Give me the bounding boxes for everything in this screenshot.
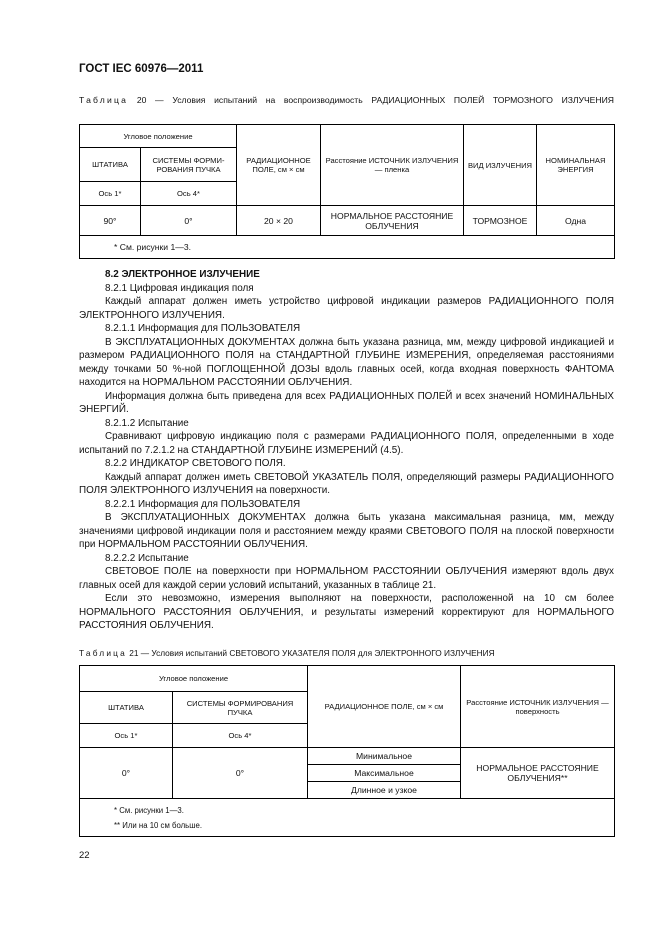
section-heading: 8.2 ЭЛЕКТРОННОЕ ИЗЛУЧЕНИЕ [105, 269, 260, 280]
table-20-col-stand: ШТАТИВА [80, 148, 141, 182]
paragraph: Сравнивают цифровую индикацию поля с размерами РАДИАЦИОННОГО ПОЛЯ, определенными в ходе испытаний по 7.2.1.2 на СТАНДАРТНОЙ ГЛУБИНЕ ИЗМЕРЕНИЙ (4.5). [79, 431, 614, 456]
subsection-heading: 8.2.2 ИНДИКАТОР СВЕТОВОГО ПОЛЯ. [105, 458, 286, 469]
table-21-note-2: ** Или на 10 см больше. [114, 820, 202, 830]
table-20-col-type: ВИД ИЗЛУЧЕНИЯ [464, 125, 537, 206]
table-21-cell-field-min: Минимальное [308, 748, 461, 765]
table-20-cell-type: ТОРМОЗНОЕ [464, 206, 537, 236]
paragraph: В ЭКСПЛУАТАЦИОННЫХ ДОКУМЕНТАХ должна быть указана максимальная разница, мм, между значениями цифровой индикации поля и расстоянием между краями СВЕТОВОГО ПОЛЯ на плоской поверхности при НОРМАЛЬНОМ РАССТОЯНИИ ОБЛУЧЕНИЯ. [79, 512, 614, 550]
table-20-col-energy: НОМИНАЛЬНАЯ ЭНЕРГИЯ [537, 125, 615, 206]
subsection-heading: 8.2.2.1 Информация для ПОЛЬЗОВАТЕЛЯ [105, 498, 301, 510]
table-21-col-beam: СИСТЕМЫ ФОРМИРОВАНИЯ ПУЧКА [173, 692, 308, 724]
paragraph: Каждый аппарат должен иметь СВЕТОВОЙ УКАЗАТЕЛЬ ПОЛЯ, определяющий размеры РАДИАЦИОННОГО ПОЛЯ ЭЛЕКТРОННОГО ИЗЛУЧЕНИЯ на поверхности. [79, 471, 614, 496]
table-21-col-stand: ШТАТИВА [80, 692, 173, 724]
table-row [80, 206, 615, 236]
table-21-caption-prefix: Таблица [79, 648, 127, 658]
table-21-caption [79, 648, 614, 659]
table-20-group-header: Угловое положение [80, 125, 237, 148]
table-21-group-header: Угловое положение [80, 666, 308, 692]
table-20-note: * См. рисунки 1—3. [80, 236, 615, 259]
paragraph: СВЕТОВОЕ ПОЛЕ на поверхности при НОРМАЛЬНОМ РАССТОЯНИИ ОБЛУЧЕНИЯ измеряют вдоль двух главных осей для каждой серии условий испытаний, указанных в таблице 21. [79, 566, 614, 591]
section-8-2-text [79, 268, 614, 633]
paragraph: Информация должна быть приведена для всех РАДИАЦИОННЫХ ПОЛЕЙ и всех значений НОМИНАЛЬНЫХ ЭНЕРГИЙ. [79, 390, 614, 415]
table-20-col-field: РАДИАЦИОННОЕ ПОЛЕ, см × см [237, 125, 321, 206]
subsection-heading: 8.2.1 Цифровая индикация поля [105, 282, 254, 294]
table-21-notes [80, 799, 615, 837]
table-20-col-distance: Расстояние ИСТОЧНИК ИЗЛУЧЕНИЯ — пленка [321, 125, 464, 206]
paragraph: Если это невозможно, измерения выполняют на поверхности, расположенной на 10 см более НОРМАЛЬНОГО РАССТОЯНИЯ ОБЛУЧЕНИЯ, и результаты измерений корректируют для НОРМАЛЬНОГО РАССТОЯНИЯ ОБЛУЧЕНИЯ. [79, 593, 614, 631]
paragraph: В ЭКСПЛУАТАЦИОННЫХ ДОКУМЕНТАХ должна быть указана разница, мм, между цифровой индикацией и размером РАДИАЦИОННОГО ПОЛЯ на СТАНДАРТНОЙ ГЛУБИНЕ ИЗМЕРЕНИЯ, определяемая расстояниями между точками 50 %-ной ПОГЛОЩЕННОЙ ДОЗЫ вдоль главных осей, когда входная поверхность ФАНТОМА находится на НОРМАЛЬНОМ РАССТОЯНИИ ОБЛУЧЕНИЯ. [79, 336, 614, 388]
table-21-cell-field-narrow: Длинное и узкое [308, 782, 461, 799]
table-21-note-1: * См. рисунки 1—3. [114, 805, 184, 815]
table-20-axis-beam: Ось 4* [141, 182, 237, 206]
table-20-col-beam: СИСТЕМЫ ФОРМИ-РОВАНИЯ ПУЧКА [141, 148, 237, 182]
table-20 [79, 124, 615, 259]
table-20-cell-stand: 90° [80, 206, 141, 236]
table-20-caption [79, 95, 614, 106]
table-20-caption-prefix: Таблица [79, 95, 129, 105]
table-21-col-field: РАДИАЦИОННОЕ ПОЛЕ, см × см [308, 666, 461, 748]
table-20-cell-energy: Одна [537, 206, 615, 236]
table-20-caption-text: 20 — Условия испытаний на воспроизводимость РАДИАЦИОННЫХ ПОЛЕЙ ТОРМОЗНОГО ИЗЛУЧЕНИЯ [136, 95, 615, 105]
table-21-axis-beam: Ось 4* [173, 724, 308, 748]
subsection-heading: 8.2.1.1 Информация для ПОЛЬЗОВАТЕЛЯ [105, 323, 301, 334]
paragraph: Каждый аппарат должен иметь устройство цифровой индикации размеров РАДИАЦИОННОГО ПОЛЯ ЭЛЕКТРОННОГО ИЗЛУЧЕНИЯ. [79, 296, 614, 321]
table-21-cell-beam: 0° [173, 748, 308, 799]
table-21 [79, 665, 615, 837]
page-number: 22 [79, 850, 90, 861]
subsection-heading: 8.2.1.2 Испытание [105, 417, 189, 429]
table-row [80, 748, 615, 765]
table-21-axis-stand: Ось 1* [80, 724, 173, 748]
subsection-heading: 8.2.2.2 Испытание [105, 552, 189, 564]
document-header: ГОСТ IEC 60976—2011 [79, 63, 204, 75]
table-20-axis-stand: Ось 1* [80, 182, 141, 206]
table-21-cell-distance: НОРМАЛЬНОЕ РАССТОЯНИЕ ОБЛУЧЕНИЯ** [461, 748, 615, 799]
table-20-cell-field: 20 × 20 [237, 206, 321, 236]
table-21-col-distance: Расстояние ИСТОЧНИК ИЗЛУЧЕНИЯ — поверхность [461, 666, 615, 748]
table-21-caption-text: 21 — Условия испытаний СВЕТОВОГО УКАЗАТЕЛЯ ПОЛЯ для ЭЛЕКТРОННОГО ИЗЛУЧЕНИЯ [129, 648, 495, 658]
table-20-cell-distance: НОРМАЛЬНОЕ РАССТОЯНИЕ ОБЛУЧЕНИЯ [321, 206, 464, 236]
table-20-cell-beam: 0° [141, 206, 237, 236]
table-21-cell-field-max: Максимальное [308, 765, 461, 782]
table-21-cell-stand: 0° [80, 748, 173, 799]
